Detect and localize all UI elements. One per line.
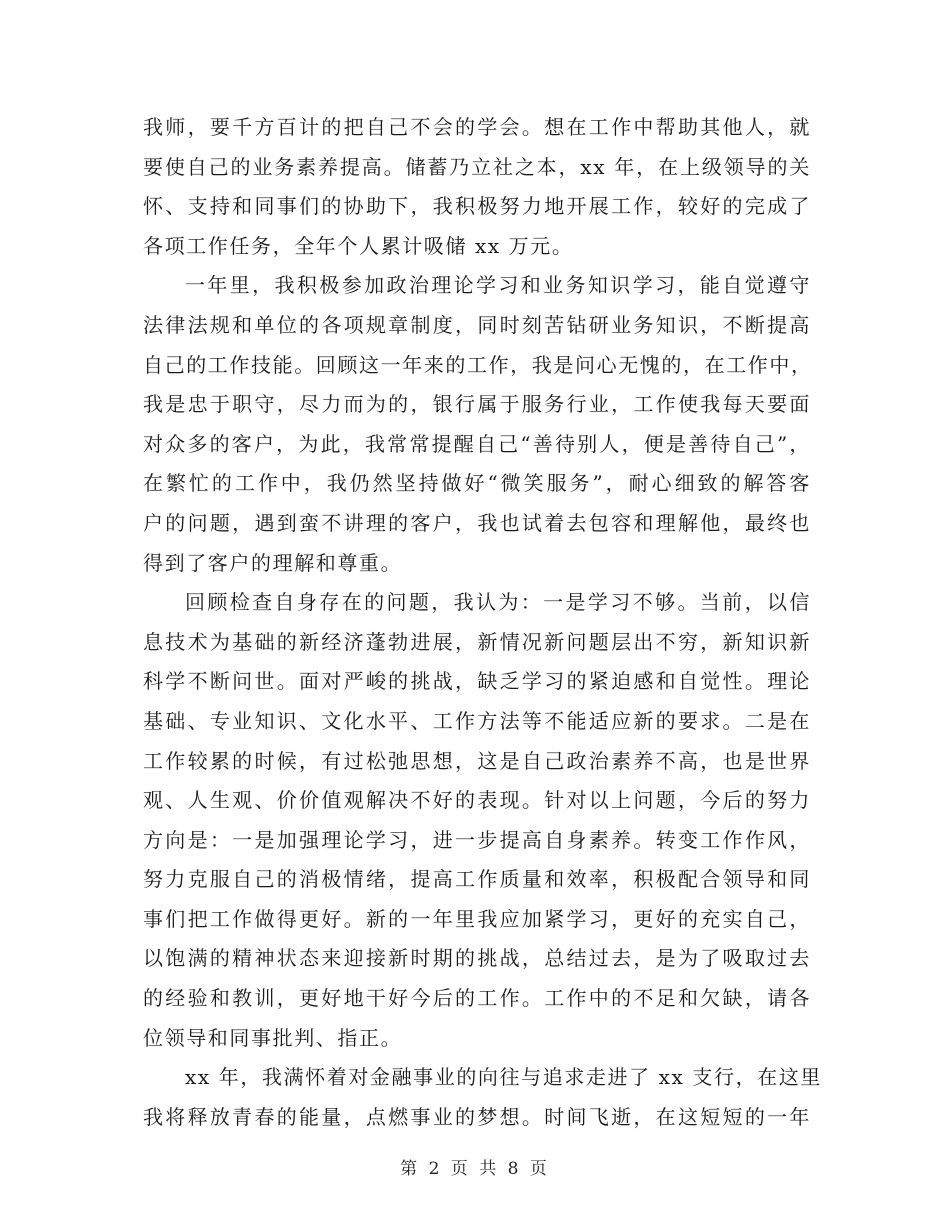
paragraph-first-line: xx 年，我满怀着对金融事业的向往与追求走进了 xx 支行，在这里 [185,1065,822,1090]
text-line: 我将释放青春的能量，点燃事业的梦想。时间飞逝，在这短短的一年 [143,1104,811,1129]
text-line: 户的问题，遇到蛮不讲理的客户，我也试着去包容和理解他，最终也 [143,510,811,535]
text-line: 以饱满的精神状态来迎接新时期的挑战，总结过去，是为了吸取过去 [143,946,811,971]
text-line: 的经验和教训，更好地干好今后的工作。工作中的不足和欠缺，请各 [143,986,811,1011]
page-number-footer: 第 2 页 共 8 页 [400,1159,550,1179]
text-line: 基础、专业知识、文化水平、工作方法等不能适应新的要求。二是在 [143,708,811,733]
text-line: 工作较累的时候，有过松弛思想，这是自己政治素养不高，也是世界 [143,748,811,773]
text-line: 努力克服自己的消极情绪，提高工作质量和效率，积极配合领导和同 [143,867,811,892]
text-line: 位领导和同事批判、指正。 [143,1025,403,1050]
text-line: 我师，要千方百计的把自己不会的学会。想在工作中帮助其他人，就 [143,115,811,139]
text-line: 对众多的客户，为此，我常常提醒自己“善待别人，便是善待自己”， [143,431,811,456]
text-line: 在繁忙的工作中，我仍然坚持做好“微笑服务”，耐心细致的解答客 [143,471,811,496]
paragraph-first-line: 回顾检查自身存在的问题，我认为：一是学习不够。当前，以信 [185,590,811,615]
text-line: 怀、支持和同事们的协助下，我积极努力地开展工作，较好的完成了 [143,194,811,219]
text-line: 方向是：一是加强理论学习，进一步提高自身素养。转变工作作风， [143,827,811,852]
paragraph-first-line: 一年里，我积极参加政治理论学习和业务知识学习，能自觉遵守 [185,273,811,298]
text-line: 要使自己的业务素养提高。储蓄乃立社之本，xx 年，在上级领导的关 [143,154,811,179]
text-line: 各项工作任务，全年个人累计吸储 xx 万元。 [143,233,574,258]
text-line: 事们把工作做得更好。新的一年里我应加紧学习，更好的充实自己， [143,906,811,931]
text-line: 我是忠于职守，尽力而为的，银行属于服务行业，工作使我每天要面 [143,392,811,417]
text-line: 观、人生观、价价值观解决不好的表现。针对以上问题，今后的努力 [143,788,811,813]
text-line: 息技术为基础的新经济蓬勃进展，新情况新问题层出不穷，新知识新 [143,629,811,654]
text-line: 法律法规和单位的各项规章制度，同时刻苦钻研业务知识，不断提高 [143,312,811,337]
text-line: 科学不断问世。面对严峻的挑战，缺乏学习的紧迫感和自觉性。理论 [143,669,811,694]
text-line: 自己的工作技能。回顾这一年来的工作，我是问心无愧的，在工作中， [143,352,813,377]
document-body [143,108,822,1137]
text-line: 得到了客户的理解和尊重。 [143,550,403,575]
